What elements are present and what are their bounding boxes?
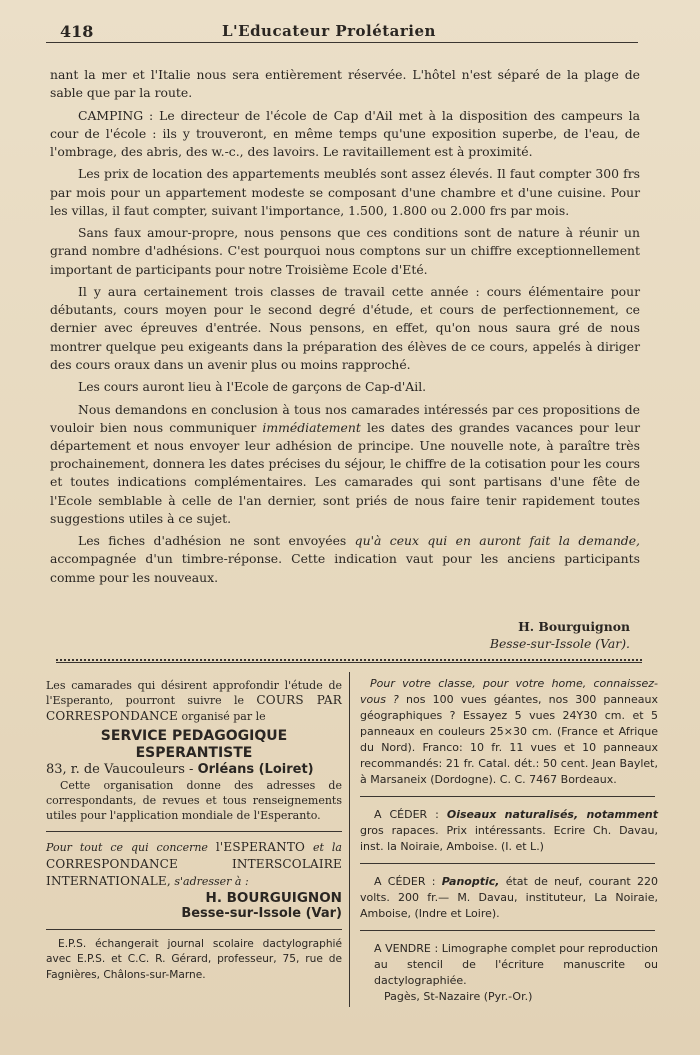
service-description: Cette organisation donne des adresses de correspondants, de revues et tous renseignements utiles pour l'application mondiale de l'Esperanto. [46,778,342,823]
page-number: 418 [60,22,94,41]
article-paragraph: Sans faux amour-propre, nous pensons que ces conditions sont de nature à réunir un grand nombre d'adhésions. C'est pourquoi nous comptons sur un chiffre exceptionnellement important de participants pour notre Troisième Ecole d'Eté. [50,225,640,277]
text-run: Nous demandons en conclusion à tous nos camarades intéressés par ces propositions de vouloir bien nous communiquer [50,401,640,435]
ad-lead: Oiseaux naturalisés, notamment [446,808,658,821]
ad-heading: A CÉDER : [374,808,447,821]
article-paragraph: Les cours auront lieu à l'Ecole de garçons de Cap-d'Ail. [78,379,427,395]
decorative-divider [56,659,642,669]
ad-heading: A VENDRE : [374,942,442,955]
address-street: 83, r. de Vaucouleurs - [46,761,198,777]
contact-place: Besse-sur-Issole (Var) [181,905,342,921]
ad-heading: A CÉDER : [374,875,442,888]
article-paragraph [50,532,640,587]
contact-caps: CORRESPONDANCE INTERSCOLAIRE INTERNATIONALE, [46,856,342,888]
contact-text: s'adresser à : [174,874,249,888]
service-line: ESPERANTISTE [135,744,253,761]
service-address [46,762,342,778]
esperanto-ad [46,678,342,724]
address-city: Orléans (Loiret) [197,761,314,777]
esperanto-course: COURS PAR CORRESPONDANCE [46,693,342,723]
section-divider [46,929,342,930]
page-header [46,20,638,43]
section-divider [360,863,655,864]
left-ads-column [46,678,342,983]
ad-lead: Panoptic, [441,875,500,888]
article-body [50,66,640,591]
journal-title: L'Educateur Prolétarien [222,22,436,40]
article-paragraph [50,401,640,528]
ad-text: gros rapaces. Prix intéressants. Ecrire Ch. Davau, inst. la Noiraie, Amboise. (I. et L.) [360,824,658,853]
service-title [46,728,342,762]
article-paragraph: nant la mer et l'Italie nous sera entièrement réservée. L'hôtel n'est séparé de la plage de sable que par la route. [50,67,640,101]
section-divider [360,930,655,931]
contact-caps: l'ESPERANTO [215,839,306,854]
classified-ad [360,676,658,788]
esperanto-contact [46,839,342,890]
column-divider [349,672,350,1007]
section-divider [360,796,655,797]
emphasis-text: qu'à ceux qui en auront fait la demande, [354,533,640,549]
eps-ad: E.P.S. échangerait journal scolaire dactylographié avec E.P.S. et C.C. R. Gérard, professeur, 75, rue de Fagnières, Châlons-sur-Marne. [46,937,342,981]
classified-ad [360,807,658,855]
article-signature [50,618,630,652]
text-run: Les fiches d'adhésion ne sont envoyées [78,533,355,549]
ad-text: nos 100 vues géantes, nos 300 panneaux géographiques ? Essayez 5 vues 24Y30 cm. et 5 panneaux en couleurs 25×30 cm. (France et Afrique du Nord). Franco: 10 fr. 11 vues et 10 panneaux recommandés: 21 fr. Catal. dét.: 50 cent. Jean Baylet, à Marsaneix (Dordogne). C. C. 7467 Bordeaux. [360,693,658,786]
ad-text: Limographe complet pour reproduction au stencil de l'écriture manuscrite ou dactylographiée. [374,942,658,987]
classified-ad [360,874,658,922]
ad-contact: Pagès, St-Nazaire (Pyr.-Or.) [384,990,533,1003]
article-paragraph: CAMPING : Le directeur de l'école de Cap d'Ail met à la disposition des campeurs la cour de l'école : ils y trouveront, en même temps qu'une exposition superbe, de l'eau, de l'ombrage, des abris, des w.-c., des lavoirs. Le ravitaillement est à proximité. [50,107,640,159]
contact-name: H. BOURGUIGNON [205,889,342,906]
service-line: SERVICE PEDAGOGIQUE [100,727,288,744]
esperanto-intro2: organisé par le [181,709,266,723]
section-divider [46,831,342,832]
ad-text: état de neuf, courant 220 volts. 200 fr.— M. Davau, instituteur, La Noiraie, Amboise, (Indre et Loire). [360,875,658,920]
text-run: les dates des grandes vacances pour leur département et nous envoyer leur adhésion de principe. Une nouvelle note, à paraître très prochainement, donnera les dates précises du séjour, le chiffre de la cotisation pour les cours et toutes indications complémentaires. Les camarades qui sont partisans d'une fête de l'Ecole semblable à celle de l'an dernier, sont priés de nous faire tenir rapidement toutes suggestions utiles à ce sujet. [50,419,640,526]
signature-place: Besse-sur-Issole (Var). [489,636,630,651]
right-ads-column [360,676,658,1005]
ad-lead: Pour votre classe, pour votre home, connaissez-vous ? [360,677,658,706]
emphasis-text: immédiatement [262,419,361,435]
article-paragraph: Il y aura certainement trois classes de travail cette année : cours élémentaire pour débutants, cours moyen pour le second degré d'étude, et cours de perfectionnement, ce dernier avec épreuves d'entrée. Nous pensons, en effet, qu'on nous saura gré de nous montrer quelque peu exigeants dans la préparation des élèves de ce cours, appelés à diriger des cours oraux dans un avenir plus ou moins rapproché. [50,283,640,372]
contact-text: et la [313,840,342,854]
text-run: accompagnée d'un timbre-réponse. Cette indication vaut pour les anciens participants comme pour les nouveaux. [50,551,640,585]
contact-text: Pour tout ce qui concerne [46,840,208,854]
esperanto-intro: Les camarades qui désirent approfondir l'étude de l'Esperanto, pourront suivre le [46,679,342,708]
article-paragraph: Les prix de location des appartements meublés sont assez élevés. Il faut compter 300 frs par mois pour un appartement modeste se composant d'une chambre et d'une cuisine. Pour les villas, il faut compter, suivant l'importance, 1.500, 1.800 ou 2.000 frs par mois. [50,166,640,218]
classified-ad [360,941,658,989]
signature-name: H. Bourguignon [518,619,630,634]
